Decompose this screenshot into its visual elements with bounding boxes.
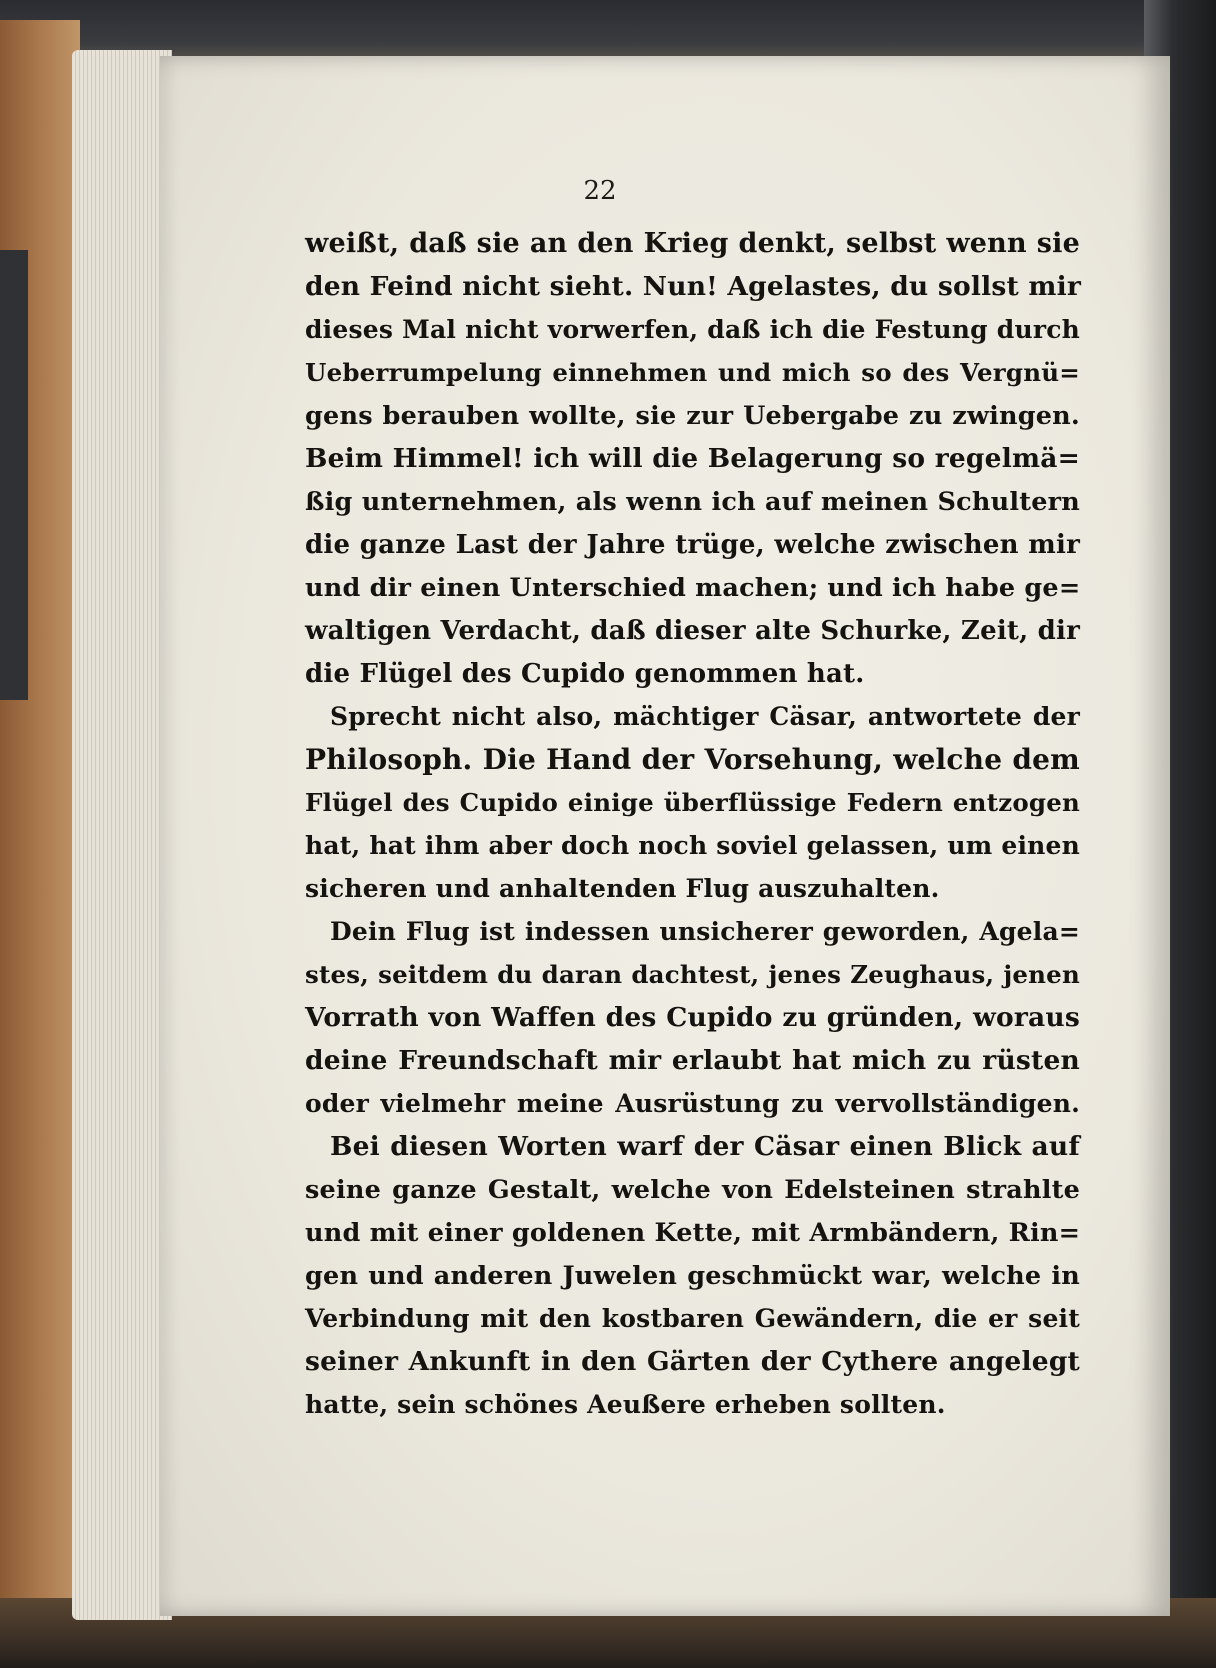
text-line: deine Freundschaft mir erlaubt hat mich zu rüsten	[305, 1045, 1080, 1076]
text-line: Beim Himmel! ich will die Belagerung so regelmä=	[305, 443, 1080, 474]
text-line: hatte, sein schönes Aeußere erheben sollten.	[305, 1390, 946, 1419]
book-cover-top	[0, 0, 1216, 60]
book-cover-spine-strip	[0, 250, 28, 700]
text-line: und mit einer goldenen Kette, mit Armbändern, Rin=	[305, 1218, 1081, 1248]
text-line: gen und anderen Juwelen geschmückt war, welche in	[305, 1261, 1080, 1291]
text-line: Verbindung mit den kostbaren Gewändern, die er seit	[305, 1304, 1080, 1333]
text-line: Ueberrumpelung einnehmen und mich so des Vergnü=	[305, 358, 1080, 387]
text-line: die ganze Last der Jahre trüge, welche zwischen mir	[305, 530, 1080, 560]
text-line: ßig unternehmen, als wenn ich auf meinen Schultern	[305, 487, 1080, 517]
page-leaf-edges	[72, 50, 172, 1620]
text-line: sicheren und anhaltenden Flug auszuhalten.	[305, 874, 940, 903]
text-line: und dir einen Unterschied machen; und ich habe ge=	[305, 573, 1081, 603]
text-line: den Feind nicht sieht. Nun! Agelastes, du sollst mir	[305, 271, 1082, 302]
text-line: dieses Mal nicht vorwerfen, daß ich die Festung durch	[305, 315, 1080, 344]
text-line: Sprecht nicht also, mächtiger Cäsar, antwortete der	[330, 702, 1080, 731]
page-number: 22	[583, 176, 617, 206]
text-line: waltigen Verdacht, daß dieser alte Schurke, Zeit, dir	[305, 616, 1080, 646]
text-line: Philosoph. Die Hand der Vorsehung, welche dem	[305, 743, 1080, 776]
text-line: hat, hat ihm aber doch noch soviel gelassen, um einen	[305, 831, 1080, 860]
text-line: Bei diesen Worten warf der Cäsar einen Blick auf	[330, 1131, 1080, 1162]
book-page	[160, 56, 1170, 1616]
text-line: Flügel des Cupido einige überflüssige Federn entzogen	[305, 788, 1080, 817]
text-line: seine ganze Gestalt, welche von Edelsteinen strahlte	[305, 1175, 1080, 1205]
text-line: seiner Ankunft in den Gärten der Cythere angelegt	[305, 1346, 1080, 1377]
text-line: gens berauben wollte, sie zur Uebergabe zu zwingen.	[305, 401, 1080, 431]
text-line: Dein Flug ist indessen unsicherer geworden, Agela=	[330, 917, 1080, 946]
text-line: weißt, daß sie an den Krieg denkt, selbst wenn sie	[305, 228, 1080, 259]
text-line: stes, seitdem du daran dachtest, jenes Zeughaus, jenen	[305, 960, 1080, 989]
text-line: Vorrath von Waffen des Cupido zu gründen, woraus	[305, 1002, 1080, 1033]
text-line: die Flügel des Cupido genommen hat.	[305, 659, 865, 689]
text-line: oder vielmehr meine Ausrüstung zu vervollständigen.	[305, 1089, 1080, 1118]
